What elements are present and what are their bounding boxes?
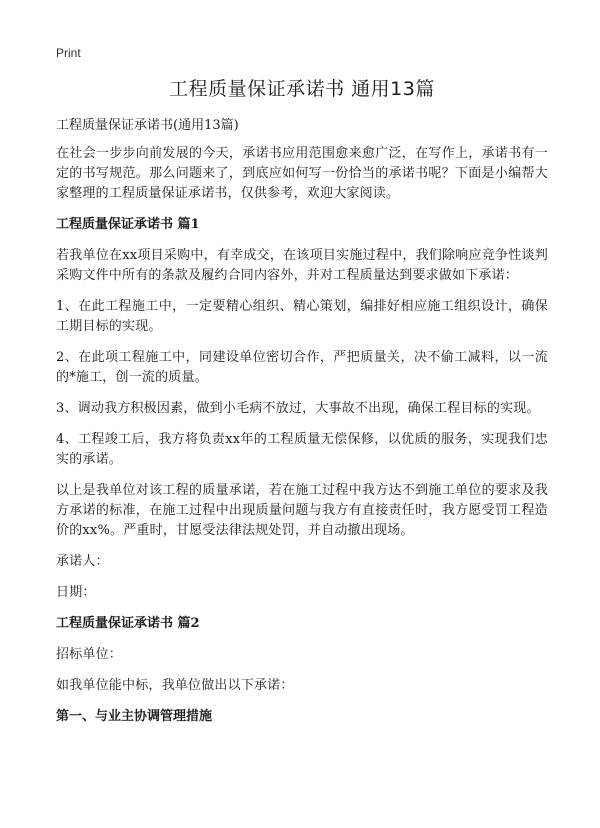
section-1-paragraph-3: 2、在此项工程施工中，同建设单位密切合作，严把质量关，决不偷工减料，以一流的*施工，创一流的质量。 — [56, 350, 548, 385]
document-subtitle: 工程质量保证承诺书(通用13篇) — [56, 118, 239, 133]
section-1-paragraph-5: 4、工程竣工后，我方将负责xx年的工程质量无偿保修，以优质的服务，实现我们忠实的承诺。 — [56, 432, 548, 467]
intro-paragraph: 在社会一步步向前发展的今天，承诺书应用范围愈来愈广泛，在写作上，承诺书有一定的书写规范。那么问题来了，到底应如何写一份恰当的承诺书呢？下面是小编帮大家整理的工程质量保证承诺书，仅供参考，欢迎大家阅读。 — [56, 146, 548, 201]
section-1-paragraph-1: 若我单位在xx项目采购中，有幸成交，在该项目实施过程中，我们除响应竞争性谈判采购文件中所有的条款及履约合同内容外，并对工程质量达到要求做如下承诺： — [56, 248, 548, 283]
section-1-paragraph-2: 1、在此工程施工中，一定要精心组织、精心策划，编排好相应施工组织设计，确保工期目标的实现。 — [56, 299, 548, 334]
section-2-paragraph-2: 如我单位能中标，我单位做出以下承诺： — [56, 678, 294, 693]
promisor-line: 承诺人： — [56, 554, 109, 569]
section-2-heading: 工程质量保证承诺书 篇2 — [56, 616, 200, 631]
print-label: Print — [56, 46, 81, 60]
section-2-subheading: 第一、与业主协调管理措施 — [56, 709, 213, 724]
section-1-heading: 工程质量保证承诺书 篇1 — [56, 217, 200, 232]
document-title: 工程质量保证承诺书 通用13篇 — [169, 78, 435, 100]
section-2-paragraph-1: 招标单位： — [56, 647, 123, 662]
section-1-paragraph-6: 以上是我单位对该工程的质量承诺，若在施工过程中我方达不到施工单位的要求及我方承诺的标准，在施工过程中出现质量问题与我方有直接责任时，我方愿受罚工程造价的xx%。严重时，甘愿受法律法规处罚，并自动撤出现场。 — [56, 483, 548, 538]
section-1-paragraph-4: 3、调动我方积极因素，做到小毛病不放过，大事故不出现，确保工程目标的实现。 — [56, 401, 540, 416]
date-line: 日期： — [56, 585, 96, 600]
